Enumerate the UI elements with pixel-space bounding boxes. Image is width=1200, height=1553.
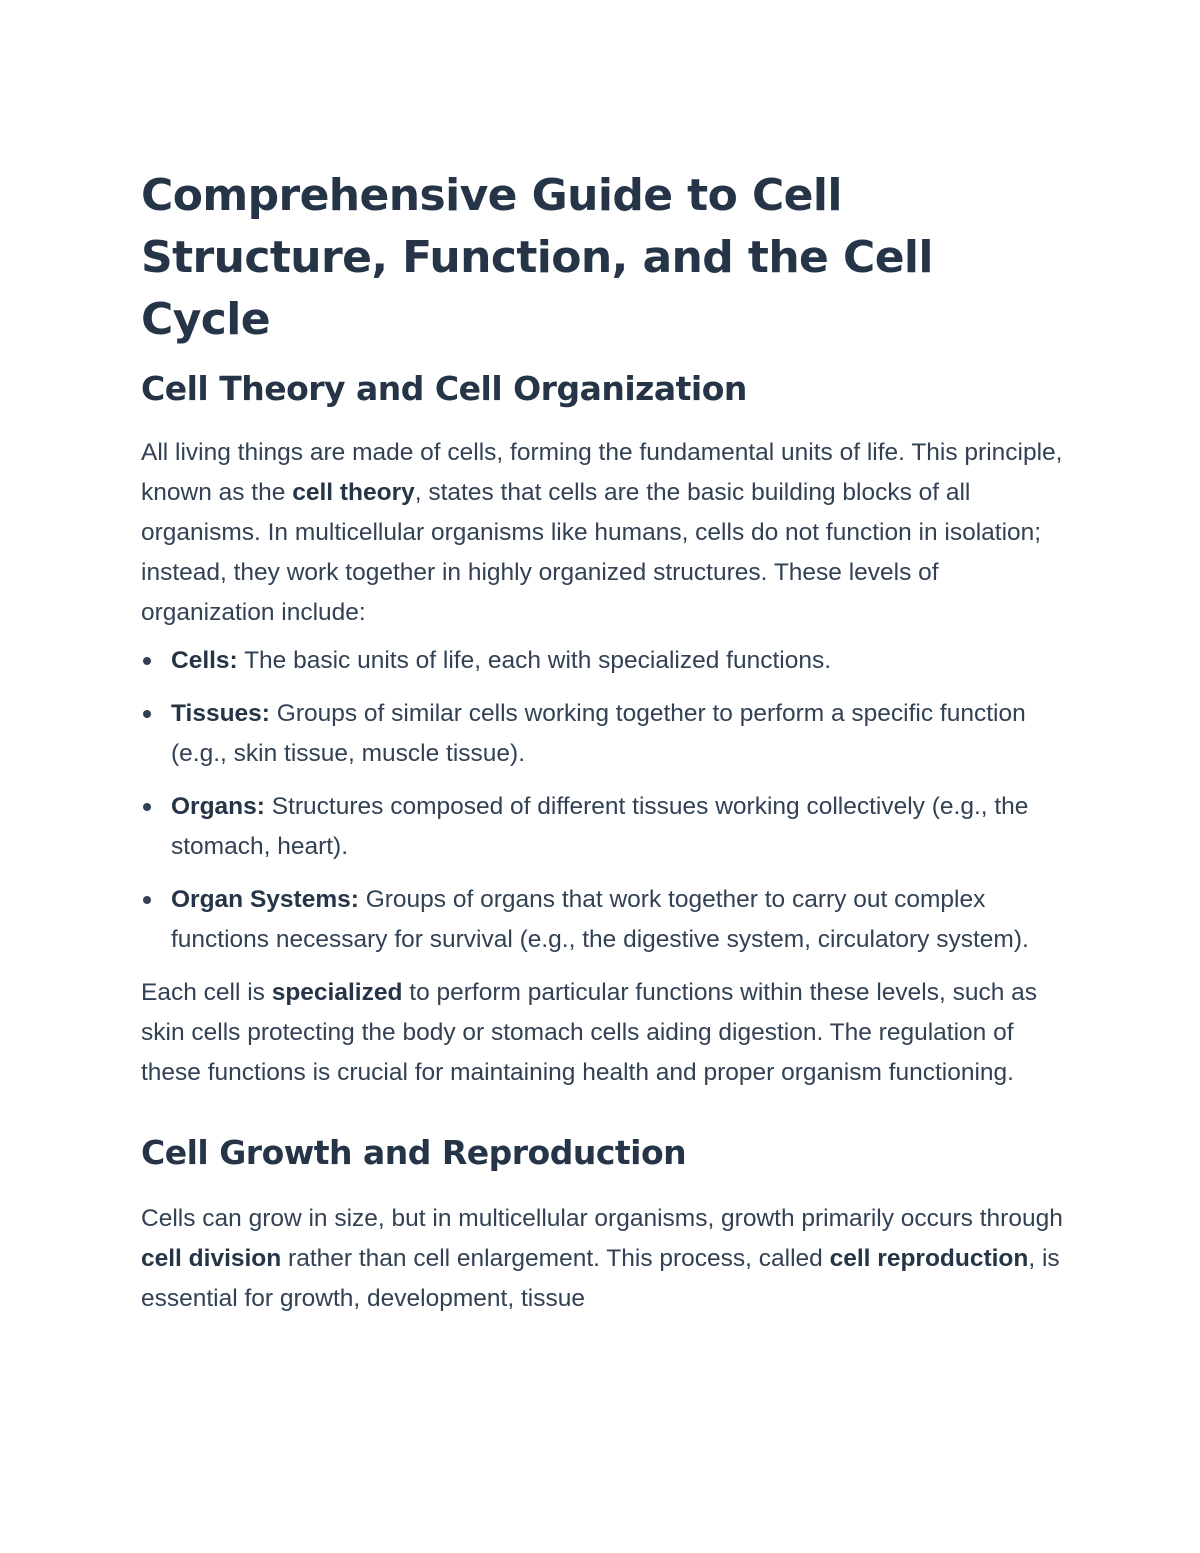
list-item-term: Organ Systems: (171, 886, 359, 913)
bullet-icon (143, 657, 151, 665)
list-item-organs (141, 787, 1066, 867)
bullet-icon (143, 896, 151, 904)
list-item-text: The basic units of life, each with specialized functions. (237, 647, 832, 674)
text-run: All living things are made of cells, forming the fundamental units of life. This principle, known as the (141, 439, 1063, 506)
list-item-tissues (141, 694, 1066, 774)
list-item-text: Groups of organs that work together to carry out complex functions necessary for survival (e.g., the digestive system, circulatory system). (171, 886, 1029, 953)
text-run: , is essential for growth, development, tissue (141, 1245, 1060, 1312)
text-run: , states that cells are the basic building blocks of all organisms. In multicellular organisms like humans, cells do not function in isolation; instead, they work together in highly organized structures. These levels of organization include: (141, 479, 1042, 626)
specialization-paragraph (141, 973, 1066, 1093)
list-item-text: Groups of similar cells working together to perform a specific function (e.g., skin tissue, muscle tissue). (171, 700, 1026, 767)
bold-term-cell-division: cell division (141, 1245, 282, 1272)
list-item-term: Cells: (171, 647, 238, 674)
organization-levels-list (141, 641, 1066, 960)
text-run: to perform particular functions within these levels, such as skin cells protecting the body or stomach cells aiding digestion. The regulation of these functions is crucial for maintaining health and proper organism functioning. (141, 979, 1038, 1086)
list-item-cells (141, 641, 1066, 681)
cell-theory-paragraph (141, 433, 1066, 633)
document-title: Comprehensive Guide to Cell Structure, Function, and the Cell Cycle (141, 170, 933, 345)
bullet-icon (143, 803, 151, 811)
text-run: Cells can grow in size, but in multicellular organisms, growth primarily occurs through (141, 1205, 1063, 1232)
list-item-text: Structures composed of different tissues working collectively (e.g., the stomach, heart). (171, 793, 1029, 860)
bold-term-cell-theory: cell theory (292, 479, 415, 506)
section-heading-cell-theory: Cell Theory and Cell Organization (141, 369, 747, 408)
bullet-icon (143, 710, 151, 718)
bold-term-cell-reproduction: cell reproduction (829, 1245, 1029, 1272)
list-item-term: Organs: (171, 793, 265, 820)
text-run: rather than cell enlargement. This process, called (281, 1245, 830, 1272)
bold-term-specialized: specialized (271, 979, 403, 1006)
document-page (141, 165, 1066, 1319)
text-run: Each cell is (141, 979, 272, 1006)
list-item-term: Tissues: (171, 700, 270, 727)
list-item-organ-systems (141, 880, 1066, 960)
growth-paragraph (141, 1199, 1066, 1319)
section-heading-growth-reproduction: Cell Growth and Reproduction (141, 1133, 687, 1172)
